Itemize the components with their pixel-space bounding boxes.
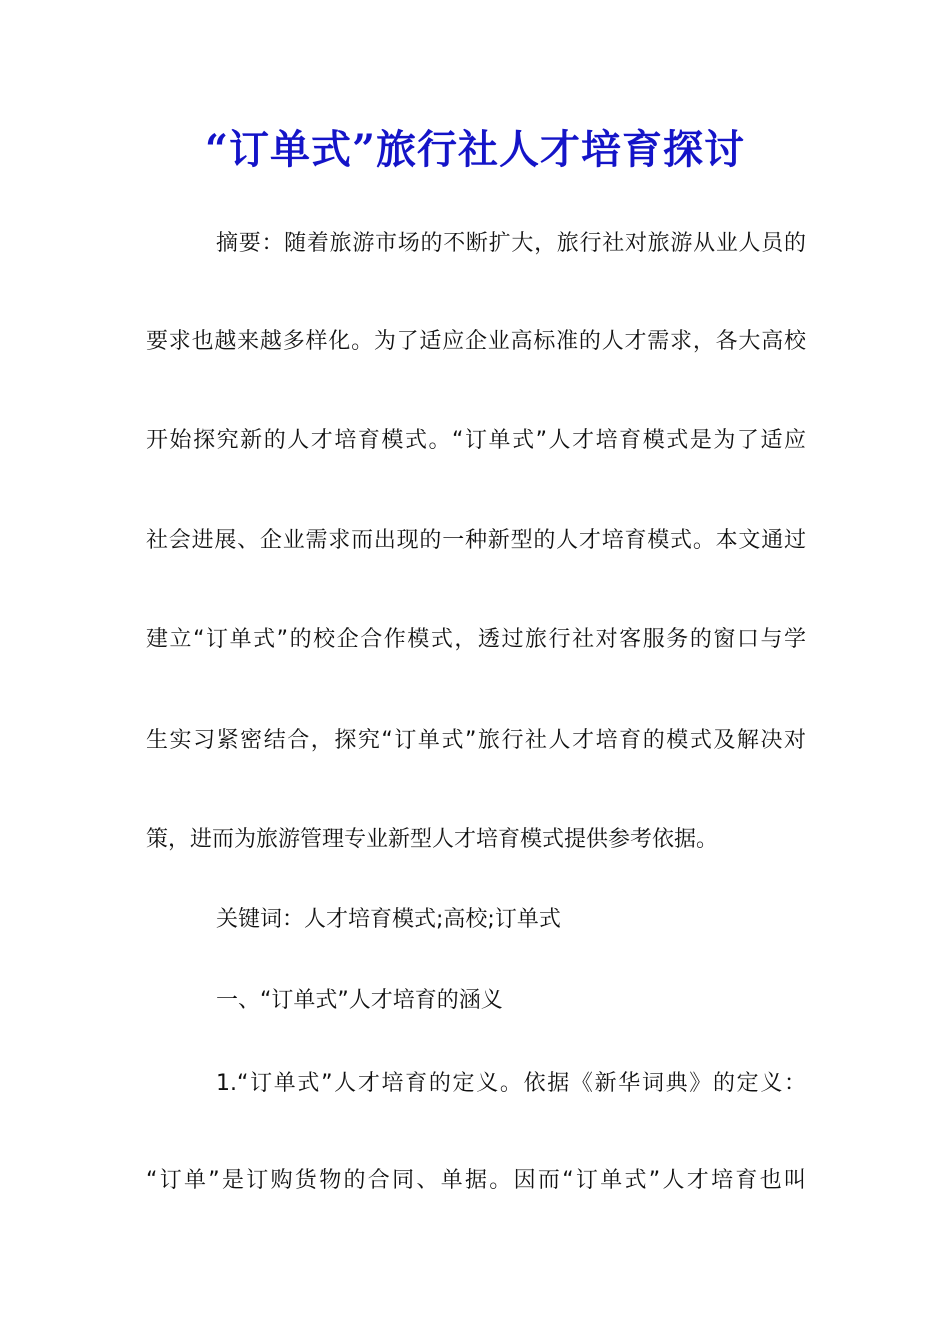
abstract-line: 策，进而为旅游管理专业新型人才培育模式提供参考依据。 [146, 827, 719, 852]
abstract-line: 建立“订单式”的校企合作模式，透过旅行社对客服务的窗口与学 [146, 627, 806, 652]
body-line: “订单”是订购货物的合同、单据。因而“订单式”人才培育也叫 [146, 1168, 806, 1193]
keywords-line: 关键词：人才培育模式;高校;订单式 [216, 907, 561, 932]
abstract-line: 社会进展、企业需求而出现的一种新型的人才培育模式。本文通过 [146, 528, 806, 553]
abstract-line: 开始探究新的人才培育模式。“订单式”人才培育模式是为了适应 [146, 428, 806, 453]
section-heading: 一、“订单式”人才培育的涵义 [216, 988, 503, 1013]
abstract-line: 生实习紧密结合，探究“订单式”旅行社人才培育的模式及解决对 [146, 728, 806, 753]
body-line: 1.“订单式”人才培育的定义。依据《新华词典》的定义： [216, 1071, 806, 1096]
abstract-line: 要求也越来越多样化。为了适应企业高标准的人才需求，各大高校 [146, 329, 806, 354]
document-title: “订单式”旅行社人才培育探讨 [204, 126, 745, 173]
abstract-line: 摘要：随着旅游市场的不断扩大，旅行社对旅游从业人员的 [216, 231, 806, 256]
